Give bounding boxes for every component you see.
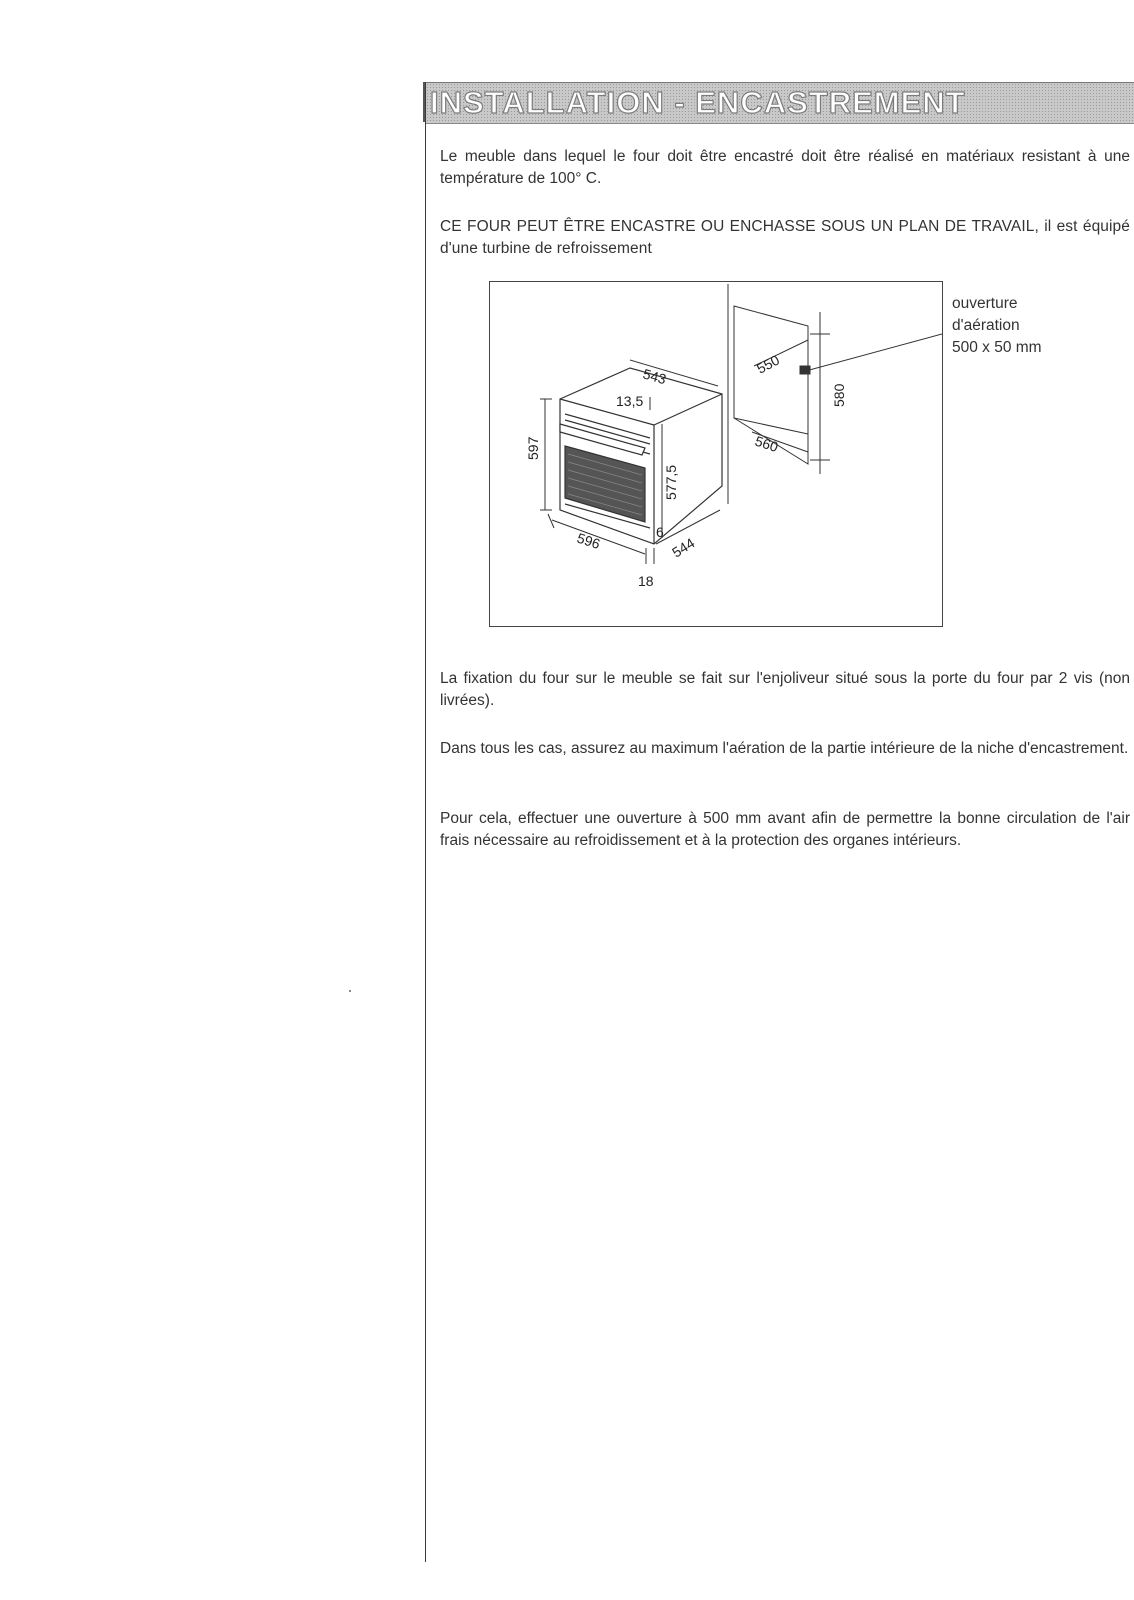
dim-543: 543 — [641, 365, 669, 388]
dim-544: 544 — [669, 534, 698, 561]
oven-window — [565, 446, 645, 522]
paragraph-ouverture: Pour cela, effectuer une ouverture à 500 mm avant afin de permettre la bonne circulation de l'air frais nécessaire au refroidissement et à la protection des organes intérieurs. — [440, 810, 1130, 849]
paragraph-encastrement: CE FOUR PEUT ÊTRE ENCASTRE OU ENCHASSE SOUS UN PLAN DE TRAVAIL, il est équipé d'une turbine de refroissement — [440, 218, 1130, 257]
callout-line-2: d'aération — [952, 317, 1020, 334]
dim-560: 560 — [753, 432, 781, 456]
callout-line-3: 500 x 50 mm — [952, 339, 1042, 356]
dim-577-5: 577,5 — [663, 464, 679, 500]
callout-line-1: ouverture — [952, 295, 1018, 312]
dim-596: 596 — [575, 529, 603, 553]
dim-13-5: 13,5 — [616, 393, 644, 409]
section-header — [426, 82, 1134, 124]
dim-6: 6 — [656, 524, 664, 540]
paragraph-aeration: Dans tous les cas, assurez au maximum l'aération de la partie intérieure de la niche d'encastrement. — [440, 740, 1129, 757]
dim-597: 597 — [525, 436, 541, 460]
left-margin-rule — [425, 82, 426, 1562]
diagram-drawing — [490, 282, 942, 626]
vent-callout — [952, 293, 1122, 359]
section-title: INSTALLATION - ENCASTREMENT — [430, 85, 966, 120]
installation-diagram — [489, 281, 943, 627]
dim-18: 18 — [638, 573, 654, 589]
paragraph-fixation: La fixation du four sur le meuble se fait sur l'enjoliveur situé sous la porte du four par 2 vis (non livrées). — [440, 670, 1130, 709]
vent-opening — [800, 366, 810, 374]
dim-580: 580 — [831, 383, 847, 407]
paragraph-material: Le meuble dans lequel le four doit être encastré doit être réalisé en matériaux resistant à une température de 100° C. — [440, 148, 1130, 187]
callout-leader — [802, 334, 942, 372]
dim-550: 550 — [753, 351, 783, 377]
scan-speck — [349, 990, 351, 992]
